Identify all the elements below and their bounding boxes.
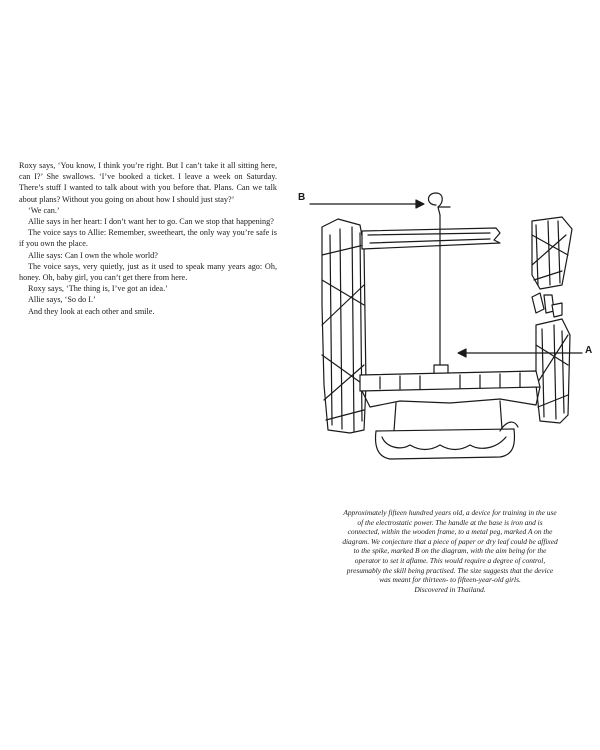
caption-line: connected, within the wooden frame, to a metal peg, marked A on the [347,527,553,537]
right-post-lower [536,319,570,423]
story-paragraph: The voice says to Allie: Remember, sweetheart, the only way you’re safe is if you own the place. [19,228,277,249]
story-paragraph: Roxy says, ‘The thing is, I’ve got an idea.’ [28,284,168,294]
arrow-b [310,200,424,208]
wood-fragments [532,293,562,317]
story-paragraph: Allie says in her heart: I don’t want her to go. Can we stop that happening? [28,217,274,227]
caption-line: to the spike, marked B on the diagram, with the aim being for the [353,546,547,556]
figure-caption [318,508,582,594]
story-paragraph: And they look at each other and smile. [28,306,155,316]
left-post [322,219,366,433]
caption-line: diagram. We conjecture that a piece of paper or dry leaf could be affixed [342,536,558,546]
label-a: A [585,345,593,356]
story-paragraph: The voice says, very quietly, just as it used to speak many years ago: Oh, honey. Oh, baby girl, you can’t get there from here. [19,261,277,283]
spike-b [429,193,451,215]
label-b: B [298,192,306,203]
caption-line: Discovered in Thailand. [414,584,486,594]
caption-line: presumably the skill being practised. The size suggests that the device [346,565,554,575]
caption-line: Approximately fifteen hundred years old, a device for training in the use [343,508,557,517]
caption-line: operator to set it aflame. This would require a degree of control, [354,555,546,565]
caption-line: of the electrostatic power. The handle at the base is iron and is [357,517,543,527]
story-text [19,160,277,317]
story-paragraph: ‘We can.’ [28,205,60,215]
story-paragraph: Allie says: Can I own the whole world? [28,250,158,260]
story-paragraph: Allie says, ‘So do I.’ [28,295,96,305]
top-crossbar [362,228,500,249]
right-post-upper [532,217,572,289]
story-paragraph: Roxy says, ‘You know, I think you’re right. But I can’t take it all sitting here, can I?’ She swallows. ‘I’ve booked a ticket. I leave a week on Saturday. There’s stuff I wanted to talk about with you before that. Plans. Can we talk about plans? Without you going on about how I should just stay?’ [19,161,277,204]
base-beam [360,371,540,407]
iron-handle [376,401,518,459]
caption-line: was meant for thirteen- to fifteen-year-old girls. [379,575,521,585]
device-illustration [300,185,600,495]
